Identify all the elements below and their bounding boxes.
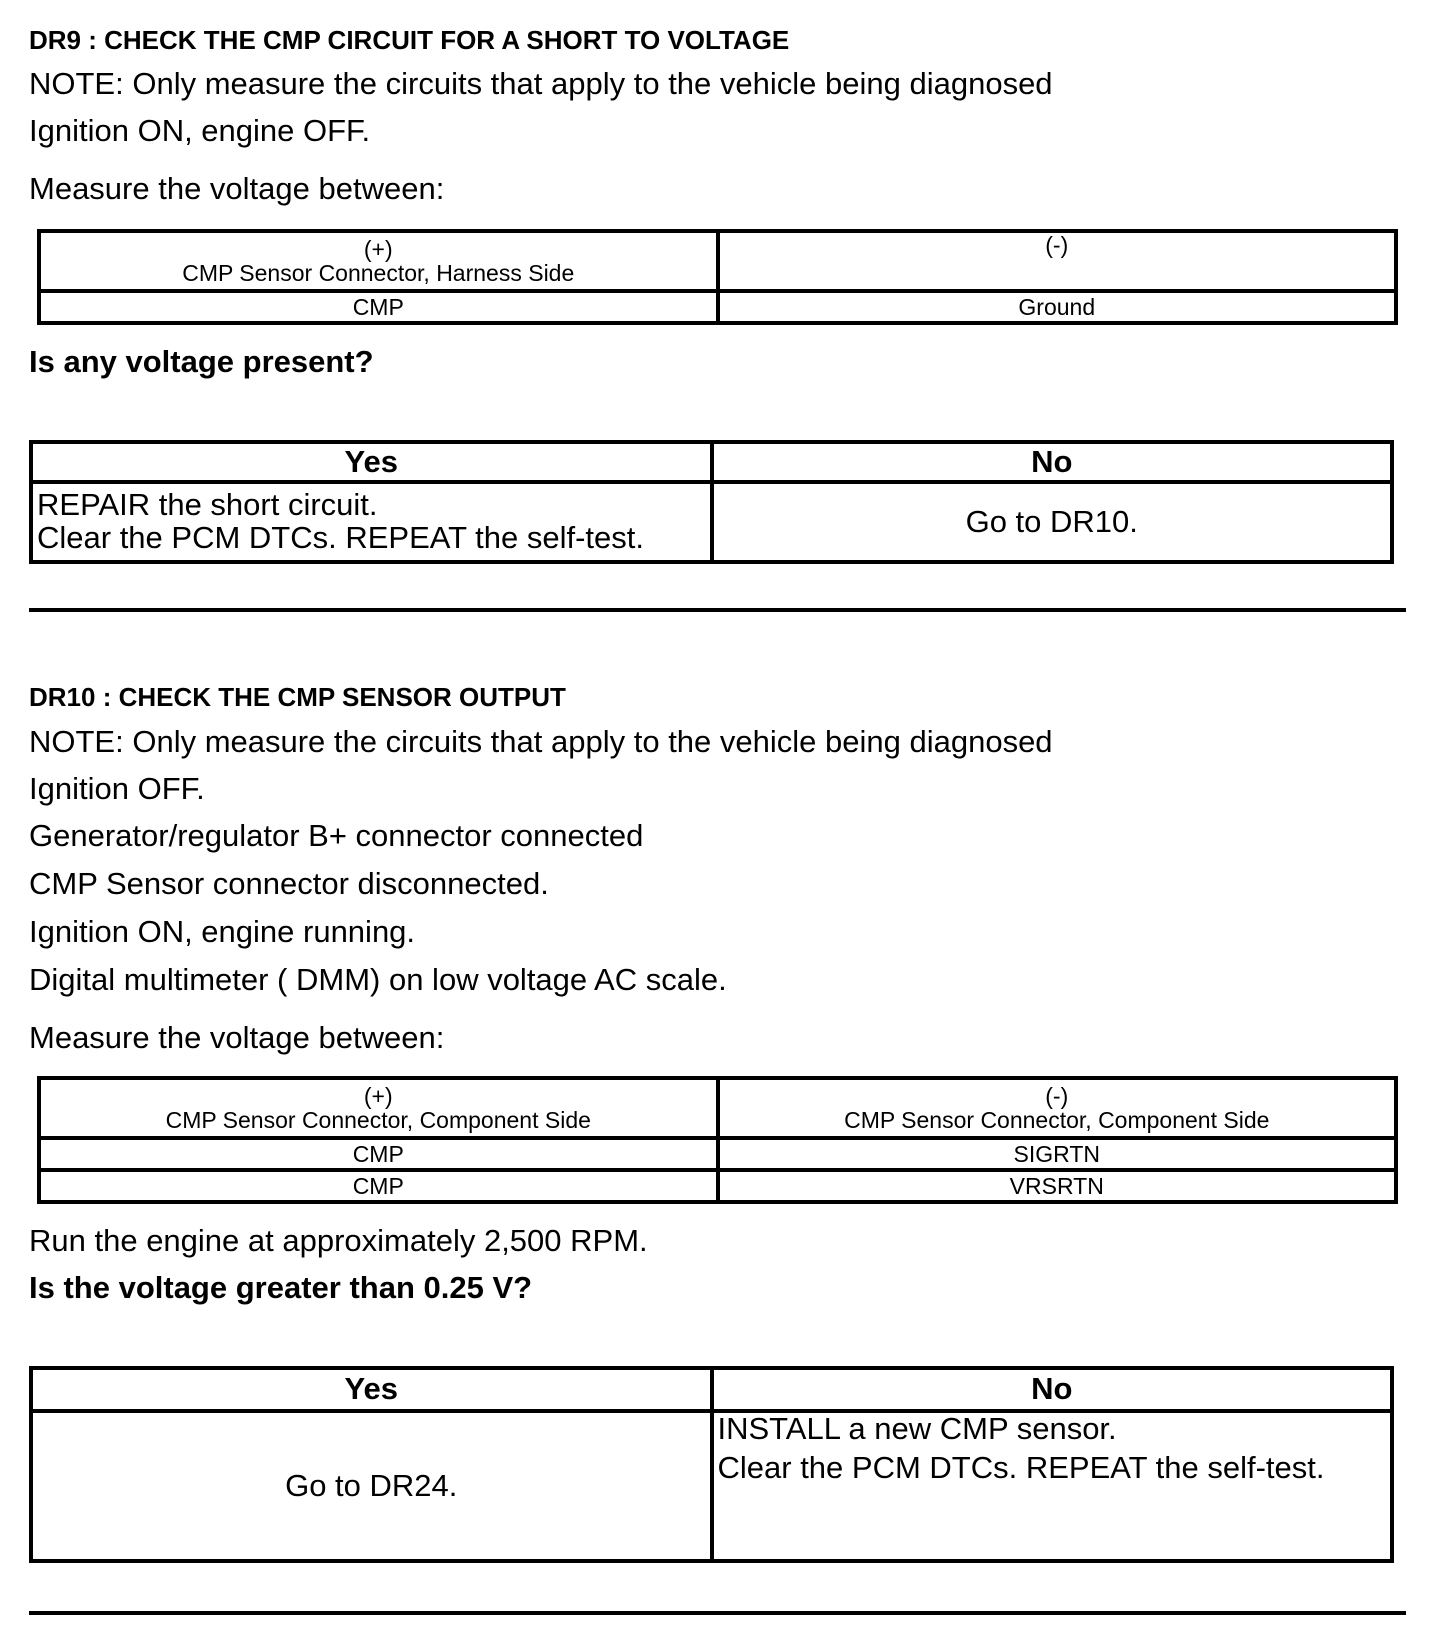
dr10-result-table <box>29 1366 1394 1563</box>
minus-sub: CMP Sensor Connector, Component Side <box>844 1107 1270 1133</box>
dr9-measure-table <box>37 229 1398 325</box>
table-cell: SIGRTN <box>718 1138 1397 1170</box>
dr9-note: NOTE: Only measure the circuits that apply to the vehicle being diagnosed <box>29 66 1053 101</box>
yes-line: REPAIR the short circuit. <box>37 487 378 523</box>
section-divider <box>29 1611 1406 1615</box>
dr10-step: Generator/regulator B+ connector connected <box>29 818 644 853</box>
yes-cell: Go to DR24. <box>31 1411 712 1561</box>
dr10-step: Ignition OFF. <box>29 771 205 806</box>
plus-header: (+) <box>363 1082 393 1109</box>
minus-header-cell <box>718 231 1397 291</box>
plus-header-cell <box>39 231 718 291</box>
dr10-run-instruction: Run the engine at approximately 2,500 RPM. <box>29 1223 648 1258</box>
dr10-step: Ignition ON, engine running. <box>29 914 416 949</box>
dr9-heading: DR9 : CHECK THE CMP CIRCUIT FOR A SHORT TO VOLTAGE <box>29 25 790 55</box>
minus-header-cell <box>718 1078 1397 1138</box>
minus-header: (-) <box>1045 1082 1069 1109</box>
dr10-step: CMP Sensor connector disconnected. <box>29 866 549 901</box>
table-cell: Ground <box>718 291 1397 323</box>
no-cell <box>712 1411 1393 1561</box>
no-line: INSTALL a new CMP sensor. <box>717 1411 1117 1446</box>
no-line: Clear the PCM DTCs. REPEAT the self-test. <box>717 1449 1325 1485</box>
dr10-measure-label: Measure the voltage between: <box>29 1020 445 1055</box>
dr10-measure-table <box>37 1076 1398 1204</box>
section-divider <box>29 608 1406 612</box>
yes-header: Yes <box>31 1368 712 1411</box>
table-cell: CMP <box>39 1170 718 1202</box>
minus-header: (-) <box>1045 232 1069 258</box>
plus-header-cell <box>39 1078 718 1138</box>
dr10-step: Digital multimeter ( DMM) on low voltage AC scale. <box>29 962 727 997</box>
yes-line: Clear the PCM DTCs. REPEAT the self-test. <box>37 520 644 555</box>
no-header: No <box>712 1368 1393 1411</box>
dr9-result-table <box>29 440 1394 564</box>
yes-header: Yes <box>31 442 712 482</box>
no-header: No <box>712 442 1393 482</box>
dr9-measure-label: Measure the voltage between: <box>29 171 445 206</box>
plus-sub: CMP Sensor Connector, Harness Side <box>182 260 575 286</box>
dr9-step: Ignition ON, engine OFF. <box>29 113 371 148</box>
dr10-note: NOTE: Only measure the circuits that apply to the vehicle being diagnosed <box>29 724 1053 759</box>
dr10-heading: DR10 : CHECK THE CMP SENSOR OUTPUT <box>29 682 566 712</box>
dr9-question: Is any voltage present? <box>29 344 374 379</box>
plus-sub: CMP Sensor Connector, Component Side <box>165 1107 591 1133</box>
table-cell: VRSRTN <box>718 1170 1397 1202</box>
no-cell: Go to DR10. <box>712 482 1393 562</box>
table-cell: CMP <box>39 1138 718 1170</box>
dr10-question: Is the voltage greater than 0.25 V? <box>29 1270 533 1305</box>
plus-header: (+) <box>363 235 393 262</box>
table-cell: CMP <box>39 291 718 323</box>
yes-cell <box>31 482 712 562</box>
